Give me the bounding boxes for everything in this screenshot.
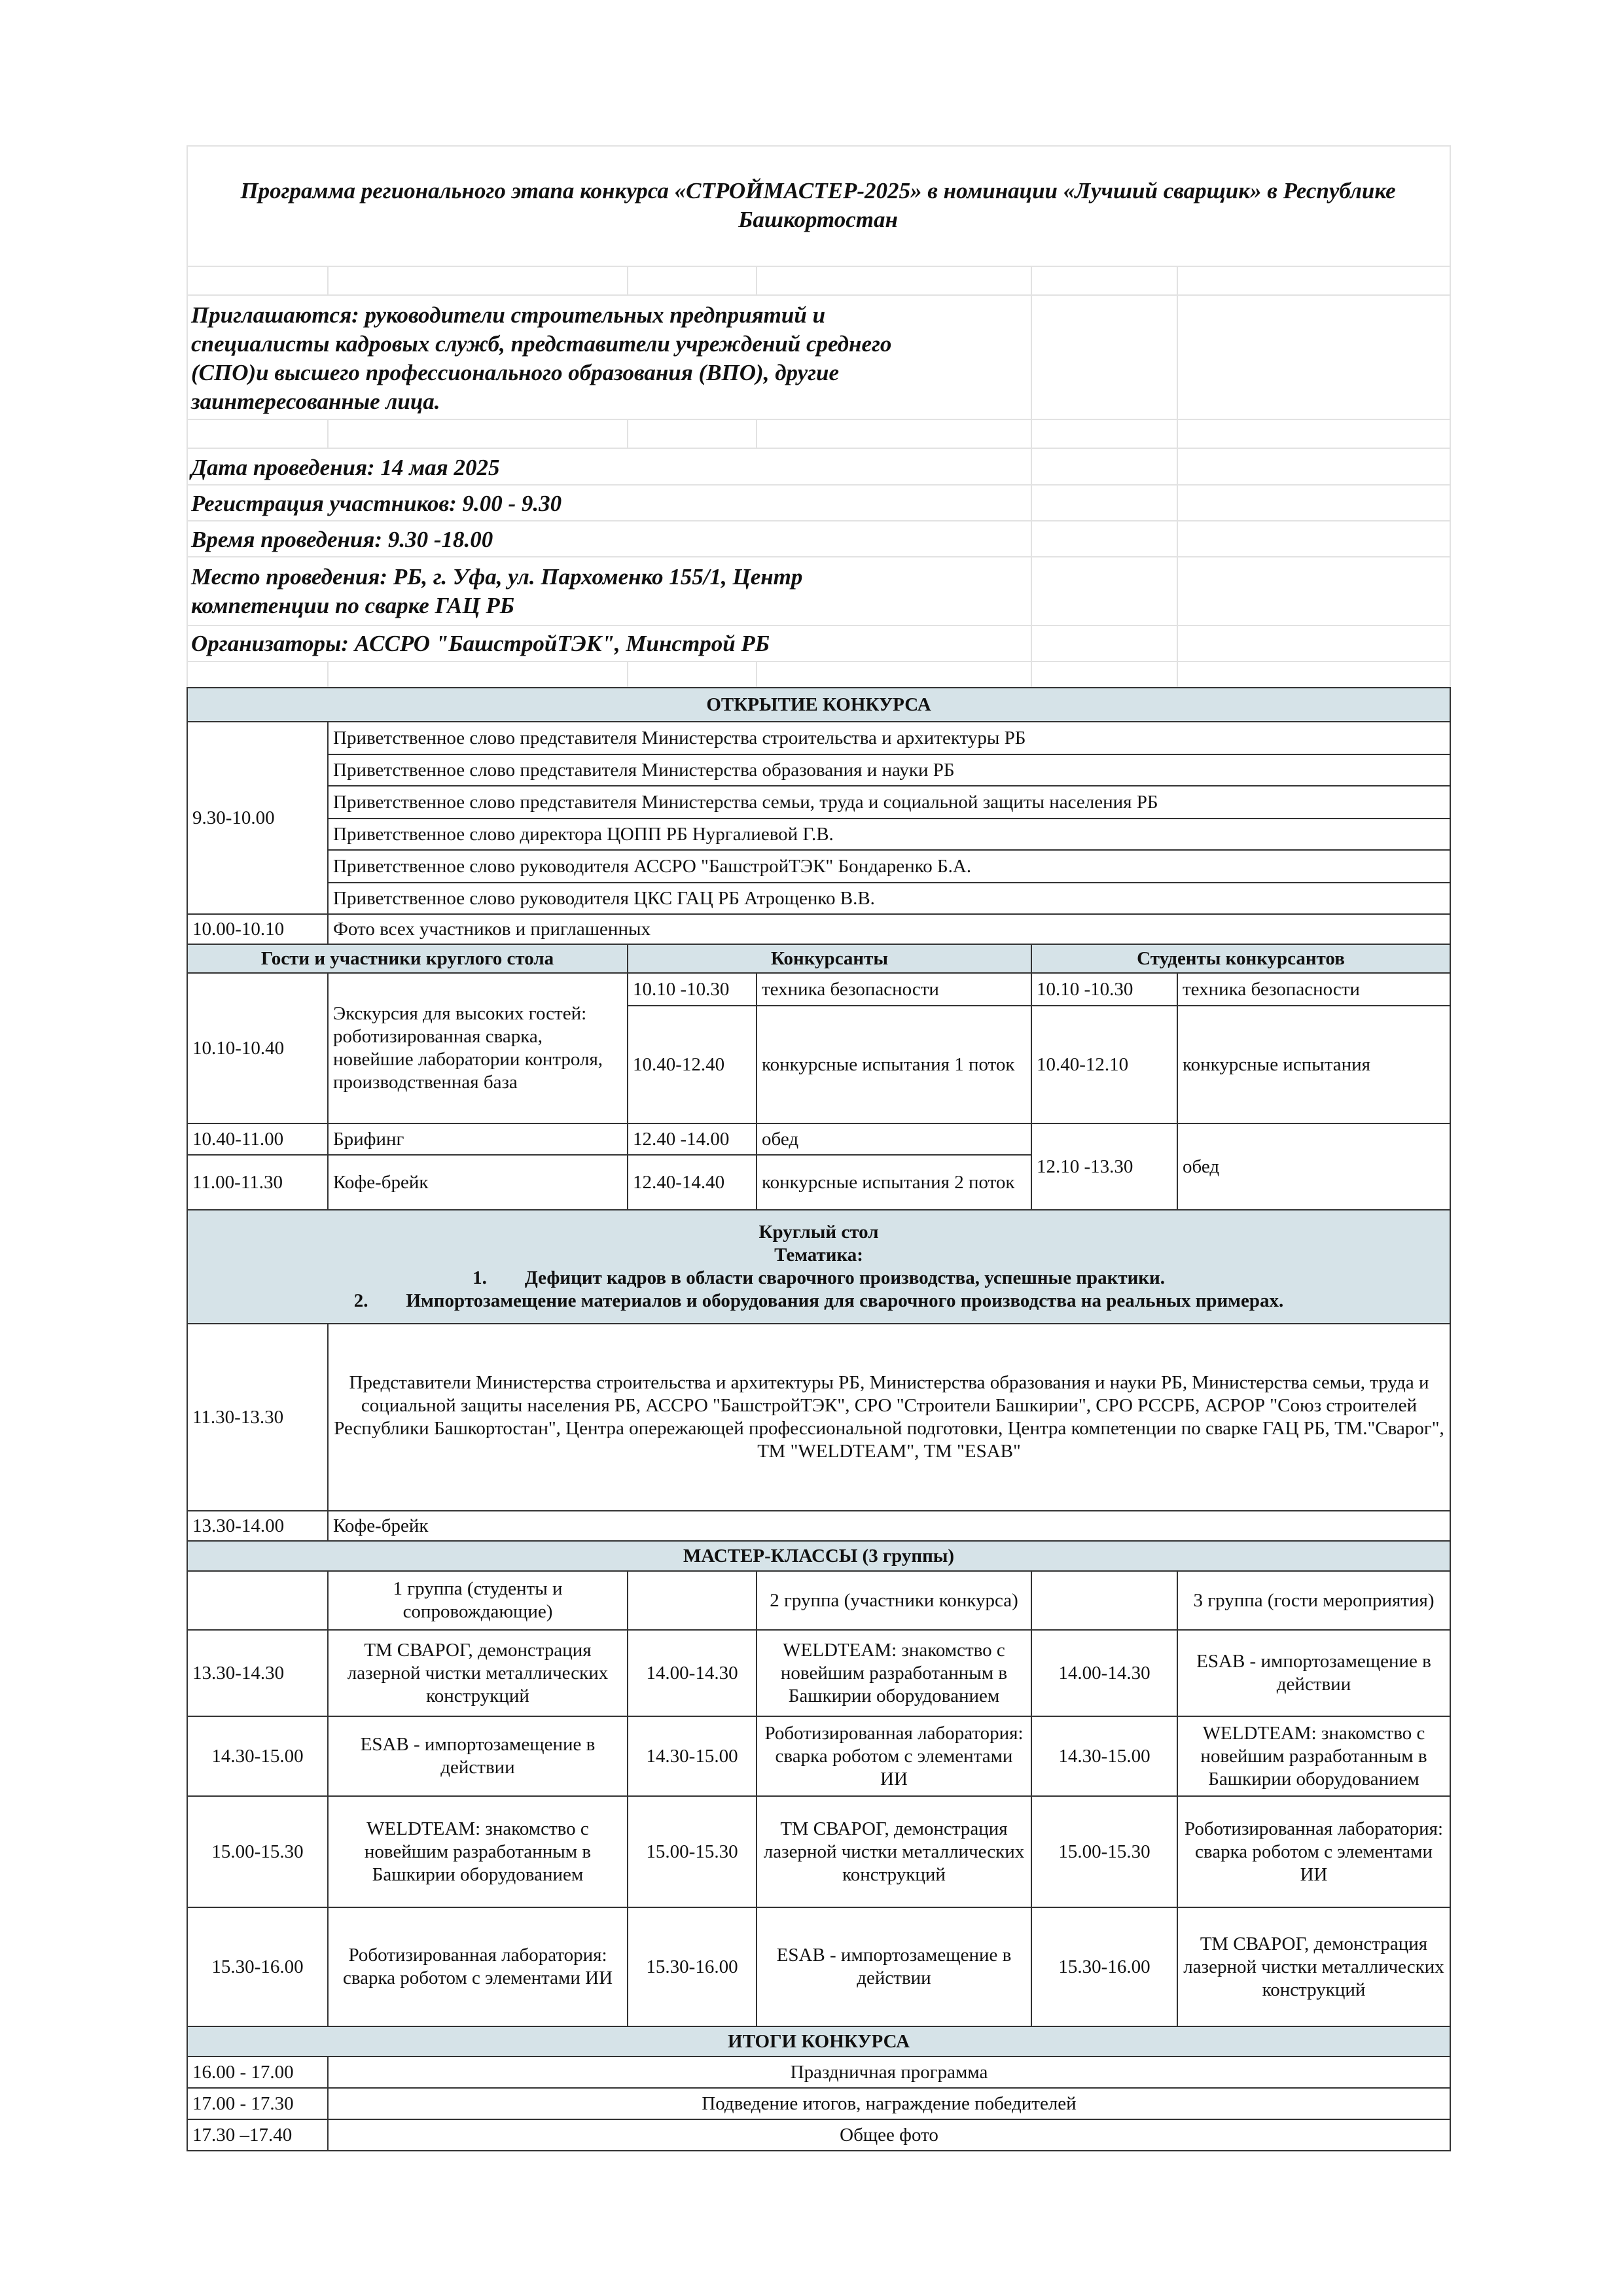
greeting-item: Приветственное слово руководителя АССРО "БашстройТЭК" Бондаренко Б.А.: [328, 850, 1450, 883]
mc-activity: ESAB - импортозамещение в действии: [1177, 1630, 1450, 1716]
photo-time: 10.00-10.10: [187, 914, 328, 944]
mc-time: 15.00-15.30: [628, 1796, 757, 1907]
s-time: 10.40-12.10: [1031, 1006, 1177, 1123]
grid-line: [187, 520, 1451, 521]
coffee-time: 13.30-14.00: [187, 1511, 328, 1541]
grid-line: [187, 556, 1451, 557]
mc-activity: Роботизированная лаборатория: сварка роботом с элементами ИИ: [328, 1907, 628, 2026]
place-line: компетенции по сварке ГАЦ РБ: [191, 593, 515, 618]
s-activity: конкурсные испытания: [1177, 1006, 1450, 1123]
group2-label: 2 группа (участники конкурса): [757, 1571, 1031, 1630]
table-row: [187, 1796, 1450, 1907]
greeting-item: Приветственное слово директора ЦОПП РБ Нургалиевой Г.В.: [328, 819, 1450, 850]
c-time: 12.40 -14.00: [628, 1123, 757, 1155]
table-row: [187, 1716, 1450, 1796]
grid-col: [1177, 266, 1178, 687]
empty-cell: [187, 1571, 328, 1630]
event-place: [191, 563, 802, 620]
mc-time: 15.30-16.00: [1031, 1907, 1177, 2026]
grid-col: [627, 419, 628, 448]
mc-time: 14.30-15.00: [1031, 1716, 1177, 1796]
mc-time: 14.30-15.00: [187, 1716, 328, 1796]
c-time: 12.40-14.40: [628, 1155, 757, 1210]
results-title: ИТОГИ КОНКУРСА: [187, 2026, 1450, 2057]
table-row: [187, 1324, 1450, 1511]
results-time: 17.30 –17.40: [187, 2119, 328, 2151]
section-header-row: [187, 2026, 1450, 2057]
roundtable-title: Круглый стол: [758, 1222, 879, 1243]
mc-activity: WELDTEAM: знакомство с новейшим разработанным в Башкирии оборудованием: [1177, 1716, 1450, 1796]
results-time: 16.00 - 17.00: [187, 2057, 328, 2088]
grid-line: [187, 419, 1451, 420]
mc-activity: ТМ СВАРОГ, демонстрация лазерной чистки металлических конструкций: [328, 1630, 628, 1716]
schedule-table: [187, 687, 1451, 2151]
table-row: [187, 2057, 1450, 2088]
roundtable-header: [187, 1210, 1450, 1324]
s-time: 10.10 -10.30: [1031, 973, 1177, 1006]
s-time: 12.10 -13.30: [1031, 1123, 1177, 1210]
mc-activity: WELDTEAM: знакомство с новейшим разработанным в Башкирии оборудованием: [328, 1796, 628, 1907]
opening-title: ОТКРЫТИЕ КОНКУРСА: [187, 688, 1450, 722]
table-row: [187, 1630, 1450, 1716]
c-time: 10.10 -10.30: [628, 973, 757, 1006]
greeting-item: Приветственное слово руководителя ЦКС ГАЦ РБ Атрощенко В.В.: [328, 883, 1450, 914]
grid-border-right: [1450, 145, 1451, 687]
grid-col: [627, 661, 628, 687]
coffee-label: Кофе-брейк: [328, 1511, 1450, 1541]
mc-activity: WELDTEAM: знакомство с новейшим разработанным в Башкирии оборудованием: [757, 1630, 1031, 1716]
grid-col: [327, 419, 329, 448]
place-line: Место проведения: РБ, г. Уфа, ул. Пархоменко 155/1, Центр: [191, 564, 803, 590]
mc-time: 15.30-16.00: [628, 1907, 757, 2026]
grid-col: [756, 661, 757, 687]
section-header-row: [187, 1541, 1450, 1571]
roundtable-theme-label: Тематика:: [774, 1245, 863, 1265]
mc-activity: Роботизированная лаборатория: сварка роботом с элементами ИИ: [757, 1716, 1031, 1796]
table-row: [187, 1123, 1450, 1155]
table-row: [187, 786, 1450, 819]
r3-time: 11.00-11.30: [187, 1155, 328, 1210]
table-row: [187, 1511, 1450, 1541]
c-activity: обед: [757, 1123, 1031, 1155]
results-label: Подведение итогов, награждение победителей: [328, 2088, 1450, 2119]
empty-cell: [1031, 1571, 1177, 1630]
grid-line: [187, 266, 1451, 267]
mc-time: 15.00-15.30: [187, 1796, 328, 1907]
empty-cell: [628, 1571, 757, 1630]
table-row: [187, 883, 1450, 914]
registration-time: Регистрация участников: 9.00 - 9.30: [191, 491, 562, 516]
grid-line: [187, 625, 1451, 626]
roundtable-time: 11.30-13.30: [187, 1324, 328, 1511]
opening-time: 9.30-10.00: [187, 722, 328, 914]
table-row: [187, 1907, 1450, 2026]
c-activity: техника безопасности: [757, 973, 1031, 1006]
c-activity: конкурсные испытания 2 поток: [757, 1155, 1031, 1210]
grid-col: [756, 266, 757, 294]
mc-time: 13.30-14.30: [187, 1630, 328, 1716]
group3-label: 3 группа (гости мероприятия): [1177, 1571, 1450, 1630]
col-contestants: Конкурсанты: [628, 944, 1031, 973]
roundtable-participants: Представители Министерства строительства и архитектуры РБ, Министерства образования и науки РБ, Министерства семьи, труда и социальной защиты населения РБ, АССРО "БашстройТЭК", СРО "Строители Башкирии", СРО РССРБ, АСРОР "Союз строителей Республики Башкортостан", Центра опережающей профессиональной подготовки, Центра компетенции по сварке ГАЦ РБ, ТМ."Сварог", ТМ "WELDTEAM", ТМ "ESAB": [328, 1324, 1450, 1511]
r1-guests: Экскурсия для высоких гостей: роботизированная сварка, новейшие лаборатории контроля, производственная база: [328, 973, 628, 1123]
grid-line: [187, 661, 1451, 662]
mc-activity: ESAB - импортозамещение в действии: [757, 1907, 1031, 2026]
mc-activity: ТМ СВАРОГ, демонстрация лазерной чистки металлических конструкций: [1177, 1907, 1450, 2026]
table-row: [187, 850, 1450, 883]
grid-col: [627, 266, 628, 294]
s-activity: техника безопасности: [1177, 973, 1450, 1006]
mc-activity: ТМ СВАРОГ, демонстрация лазерной чистки металлических конструкций: [757, 1796, 1031, 1907]
results-label: Общее фото: [328, 2119, 1450, 2151]
greeting-item: Приветственное слово представителя Министерства семьи, труда и социальной защиты населения РБ: [328, 786, 1450, 819]
organizers: Организаторы: АССРО "БашстройТЭК", Минстрой РБ: [191, 631, 770, 656]
roundtable-theme: 1. Дефицит кадров в области сварочного производства, успешные практики.: [473, 1267, 1165, 1288]
groups-header-row: [187, 944, 1450, 973]
greeting-item: Приветственное слово представителя Министерства строительства и архитектуры РБ: [328, 722, 1450, 754]
grid-col: [327, 266, 329, 294]
mc-activity: Роботизированная лаборатория: сварка роботом с элементами ИИ: [1177, 1796, 1450, 1907]
mc-activity: ESAB - импортозамещение в действии: [328, 1716, 628, 1796]
roundtable-header-row: [187, 1210, 1450, 1324]
photo-label: Фото всех участников и приглашенных: [328, 914, 1450, 944]
grid-col: [327, 661, 329, 687]
grid-line: [187, 484, 1451, 486]
invited-line: (СПО)и высшего профессионального образования (ВПО), другие: [191, 360, 840, 385]
page-title: Программа регионального этапа конкурса «СТРОЙМАСТЕР-2025» в номинации «Лучший сварщик» в Республике Башкортостан: [240, 178, 1396, 232]
table-row: [187, 819, 1450, 850]
r1-time: 10.10-10.40: [187, 973, 328, 1123]
col-students: Студенты конкурсантов: [1031, 944, 1450, 973]
event-time: Время проведения: 9.30 -18.00: [191, 527, 493, 552]
event-date: Дата проведения: 14 мая 2025: [191, 455, 500, 480]
grid-border-top: [187, 145, 1451, 147]
table-row: [187, 914, 1450, 944]
s-activity: обед: [1177, 1123, 1450, 1210]
table-row: [187, 2119, 1450, 2151]
invited-line: заинтересованные лица.: [191, 389, 440, 414]
roundtable-theme: 2. Импортозамещение материалов и оборудования для сварочного производства на реальных примерах.: [353, 1290, 1284, 1311]
r2-time: 10.40-11.00: [187, 1123, 328, 1155]
masterclasses-title: МАСТЕР-КЛАССЫ (3 группы): [187, 1541, 1450, 1571]
invited-text: [191, 301, 891, 416]
r2-guests: Брифинг: [328, 1123, 628, 1155]
table-row: [187, 973, 1450, 1006]
section-header-row: [187, 688, 1450, 722]
group1-label: 1 группа (студенты и сопровождающие): [328, 1571, 628, 1630]
greeting-item: Приветственное слово представителя Министерства образования и науки РБ: [328, 754, 1450, 786]
col-guests: Гости и участники круглого стола: [187, 944, 628, 973]
mc-time: 14.00-14.30: [1031, 1630, 1177, 1716]
masterclass-groups-row: [187, 1571, 1450, 1630]
grid-col: [1031, 266, 1032, 687]
c-activity: конкурсные испытания 1 поток: [757, 1006, 1031, 1123]
results-label: Праздничная программа: [328, 2057, 1450, 2088]
results-time: 17.00 - 17.30: [187, 2088, 328, 2119]
invited-line: специалисты кадровых служб, представители учреждений среднего: [191, 331, 892, 357]
mc-time: 14.00-14.30: [628, 1630, 757, 1716]
table-row: [187, 722, 1450, 754]
mc-time: 15.30-16.00: [187, 1907, 328, 2026]
invited-line: Приглашаются: руководители строительных предприятий и: [191, 302, 826, 328]
r3-guests: Кофе-брейк: [328, 1155, 628, 1210]
c-time: 10.40-12.40: [628, 1006, 757, 1123]
grid-col: [756, 419, 757, 448]
table-row: [187, 2088, 1450, 2119]
grid-line: [187, 294, 1451, 296]
grid-line: [187, 448, 1451, 449]
table-row: [187, 754, 1450, 786]
mc-time: 15.00-15.30: [1031, 1796, 1177, 1907]
mc-time: 14.30-15.00: [628, 1716, 757, 1796]
